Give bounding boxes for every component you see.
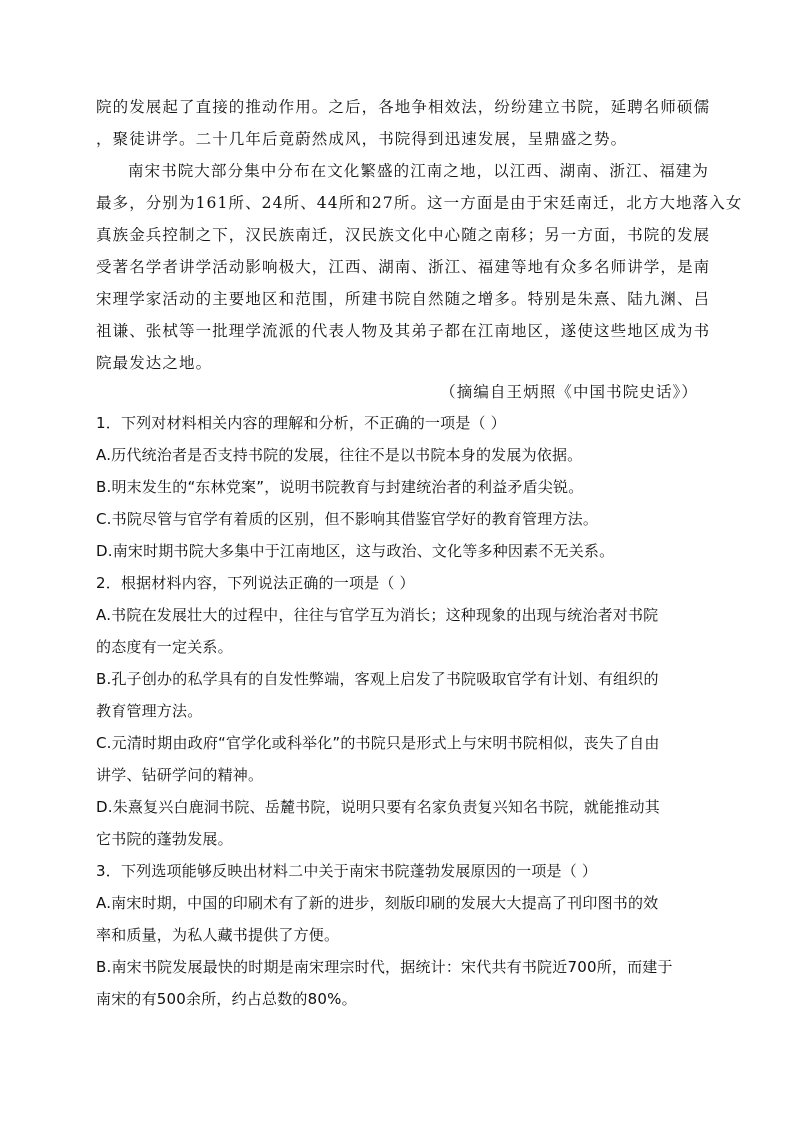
question-1-stem: 1．下列对材料相关内容的理解和分析，不正确的一项是（ ） <box>96 414 506 432</box>
question-2-stem: 2．根据材料内容，下列说法正确的一项是（ ） <box>96 574 415 592</box>
question-1-option-a: A.历代统治者是否支持书院的发展，往往不是以书院本身的发展为依据。 <box>96 446 583 464</box>
question-2-option-a-cont: 的态度有一定关系。 <box>96 638 233 656</box>
question-2-option-c: C.元清时期由政府“官学化或科举化”的书院只是形式上与宋明书院相似，丧失了自由 <box>96 734 660 752</box>
passage-line-2: ，聚徒讲学。二十几年后竟蔚然成风，书院得到迅速发展，呈鼎盛之势。 <box>96 130 628 148</box>
question-2-option-b: B.孔子创办的私学具有的自发性弊端，客观上启发了书院吸取官学有计划、有组织的 <box>96 670 659 688</box>
passage-line-5: 真族金兵控制之下，汉民族南迁，汉民族文化中心随之南移；另一方面，书院的发展 <box>96 226 711 244</box>
question-1-option-b: B.明末发生的“东林党案”，说明书院教育与封建统治者的利益矛盾尖锐。 <box>96 478 584 496</box>
passage-line-4: 最多，分别为161所、24所、44所和27所。这一方面是由于宋廷南迁，北方大地落入女 <box>96 194 743 212</box>
question-3-option-b-cont: 南宋的有500余所，约占总数的80%。 <box>96 990 357 1008</box>
question-2-option-a: A.书院在发展壮大的过程中，往往与官学互为消长；这种现象的出现与统治者对书院 <box>96 606 659 624</box>
question-3-option-a-cont: 率和质量，为私人藏书提供了方便。 <box>96 926 340 944</box>
passage-line-6: 受著名学者讲学活动影响极大，江西、湖南、浙江、福建等地有众多名师讲学，是南 <box>96 258 711 276</box>
question-1-option-c: C.书院尽管与官学有着质的区别，但不影响其借鉴官学好的教育管理方法。 <box>96 510 599 528</box>
question-3-option-a: A.南宋时期，中国的印刷术有了新的进步，刻版印刷的发展大大提高了刊印图书的效 <box>96 894 659 912</box>
question-3-stem: 3．下列选项能够反映出材料二中关于南宋书院蓬勃发展原因的一项是（ ） <box>96 862 598 880</box>
passage-source: （摘编自王炳照《中国书院史话》） <box>440 383 698 401</box>
question-2-option-d-cont: 它书院的蓬勃发展。 <box>96 830 233 848</box>
passage-line-8: 祖谦、张栻等一批理学流派的代表人物及其弟子都在江南地区，遂使这些地区成为书 <box>96 322 711 340</box>
question-1-option-d: D.南宋时期书院大多集中于江南地区，这与政治、文化等多种因素不无关系。 <box>96 542 615 560</box>
passage-line-7: 宋理学家活动的主要地区和范围，所建书院自然随之增多。特别是朱熹、陆九渊、吕 <box>96 290 711 308</box>
question-3-option-b: B.南宋书院发展最快的时期是南宋理宗时代，据统计：宋代共有书院近700所，而建于 <box>96 958 673 976</box>
question-2-option-b-cont: 教育管理方法。 <box>96 702 203 720</box>
passage-line-1: 院的发展起了直接的推动作用。之后，各地争相效法，纷纷建立书院，延聘名师硕儒 <box>96 98 711 116</box>
passage-line-9: 院最发达之地。 <box>96 354 213 372</box>
passage-line-3: 南宋书院大部分集中分布在文化繁盛的江南之地，以江西、湖南、浙江、福建为 <box>128 162 710 180</box>
question-2-option-c-cont: 讲学、钻研学问的精神。 <box>96 766 264 784</box>
question-2-option-d: D.朱熹复兴白鹿洞书院、岳麓书院，说明只要有名家负责复兴知名书院，就能推动其 <box>96 798 660 816</box>
